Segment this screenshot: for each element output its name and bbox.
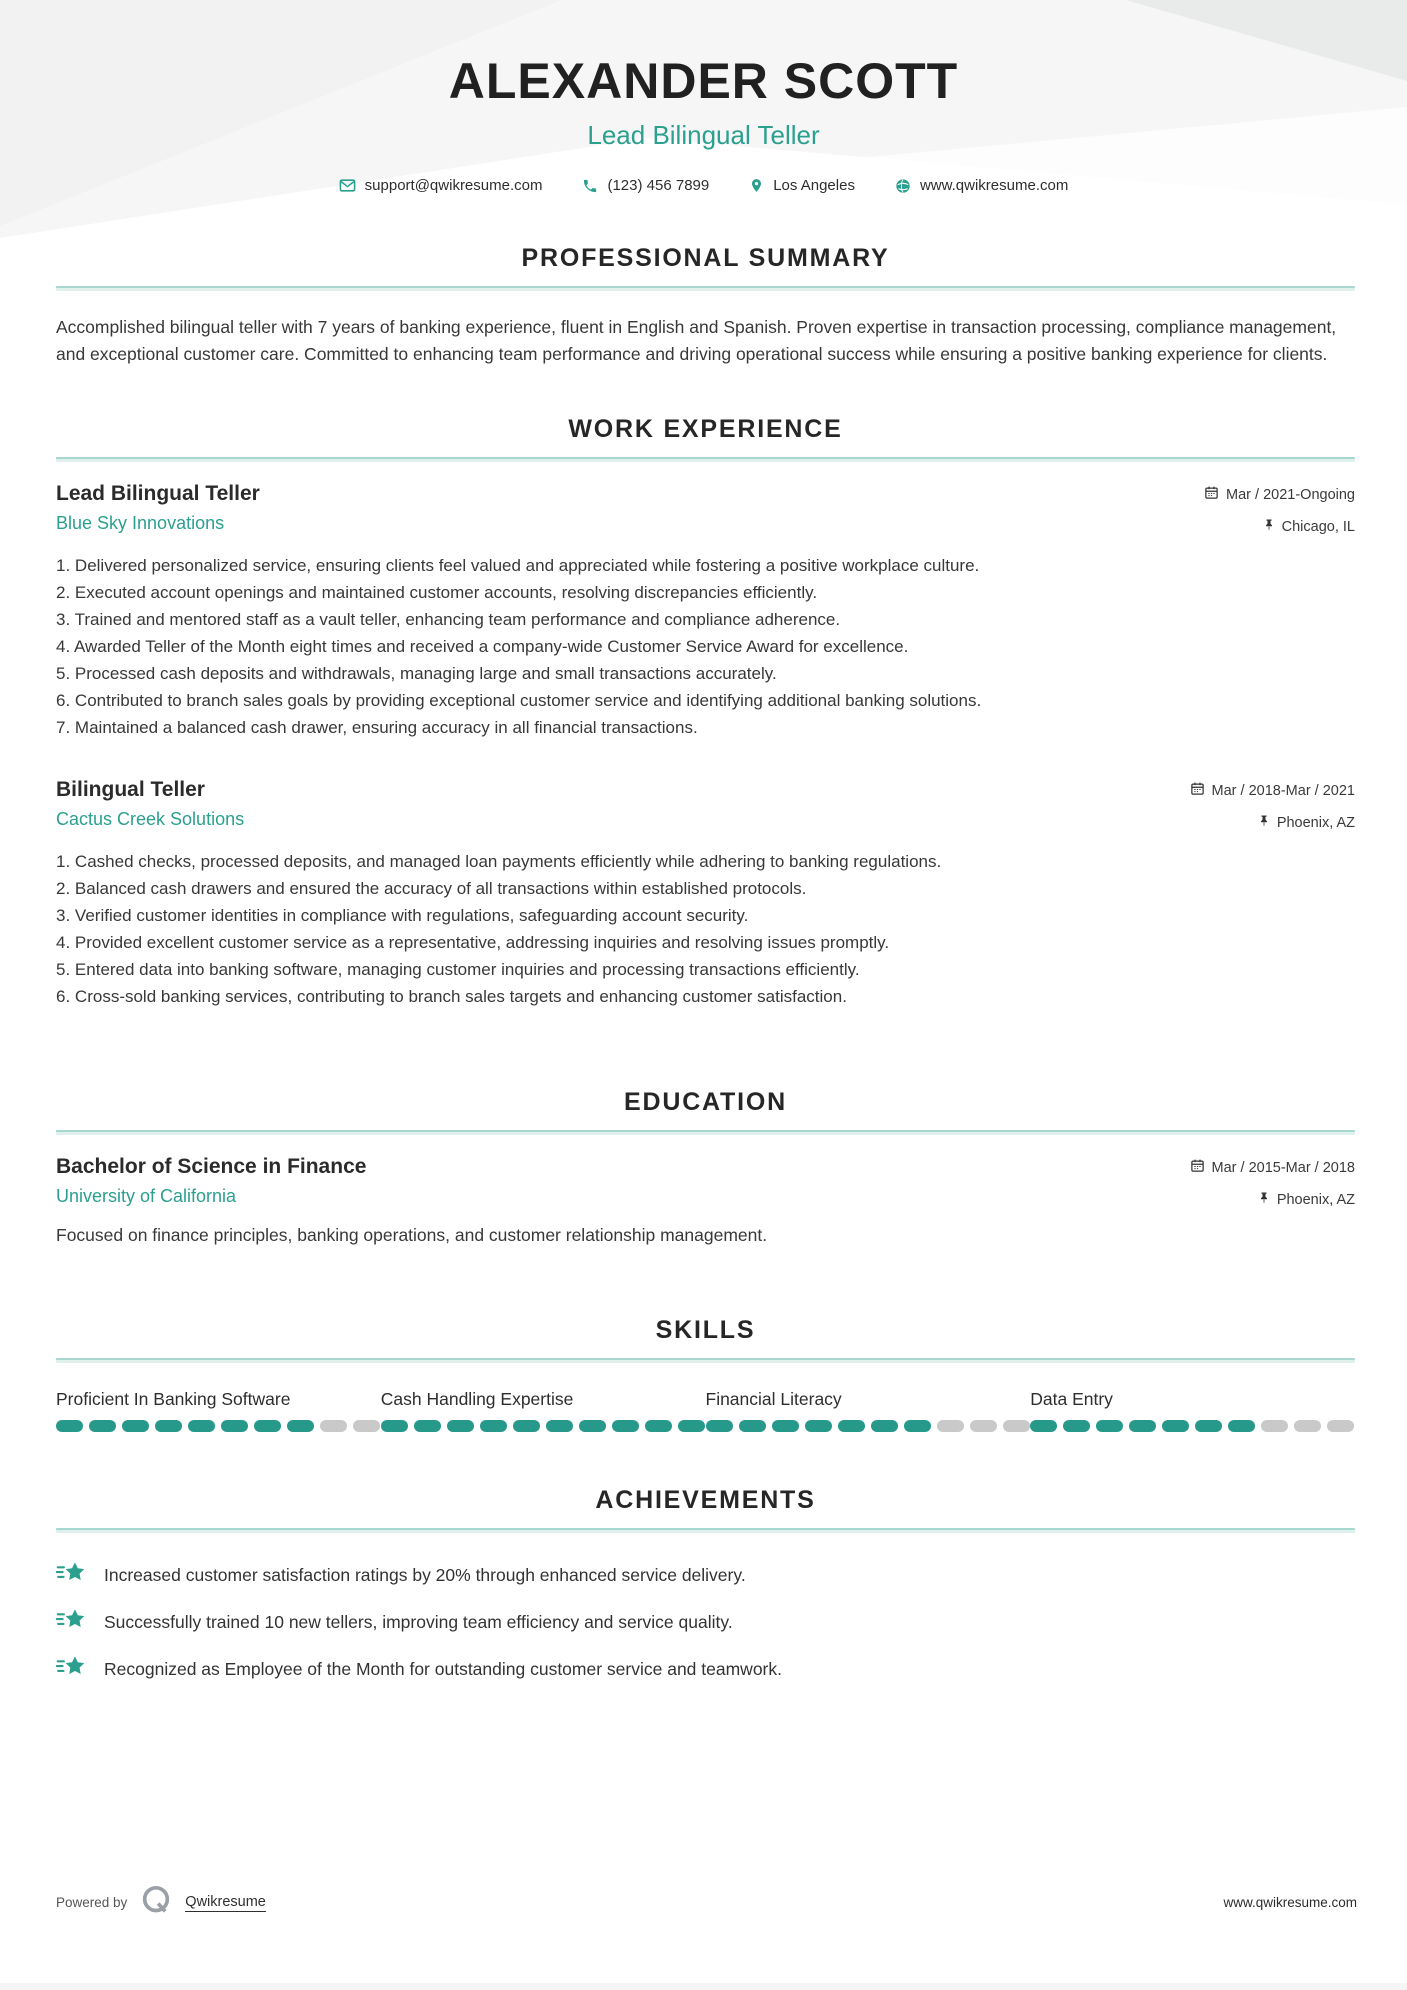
job-bullet: Executed account openings and maintained customer accounts, resolving discrepancies efficiently. [74, 583, 818, 602]
location-pin-icon [749, 177, 764, 194]
skill-level-bar [1030, 1420, 1355, 1432]
job-dates: Mar / 2021-Ongoing [1204, 485, 1355, 504]
job-company: Cactus Creek Solutions [56, 809, 245, 829]
job-bullet: Balanced cash drawers and ensured the accuracy of all transactions within established protocols. [74, 879, 807, 898]
education-dates: Mar / 2015-Mar / 2018 [1190, 1158, 1355, 1177]
powered-by-label: Powered by [56, 1895, 128, 1910]
calendar-icon [1190, 1158, 1205, 1177]
achievement-text: Successfully trained 10 new tellers, improving team efficiency and service quality. [104, 1612, 733, 1632]
achievement-star-icon [56, 1653, 86, 1686]
skill-level-bar [56, 1420, 381, 1432]
section-divider [56, 1358, 1355, 1363]
school-name: University of California [56, 1186, 237, 1206]
contact-website[interactable]: www.qwikresume.com [895, 177, 1068, 194]
job-bullet: Maintained a balanced cash drawer, ensuring accuracy in all financial transactions. [74, 718, 698, 737]
skill-level-bar [706, 1420, 1031, 1432]
achievements-heading: ACHIEVEMENTS [595, 1486, 816, 1514]
education-description: Focused on finance principles, banking operations, and customer relationship management. [56, 1225, 768, 1245]
achievement-text: Increased customer satisfaction ratings by 20% through enhanced service delivery. [104, 1565, 746, 1585]
page-footer [56, 1883, 1357, 1922]
calendar-icon [1204, 485, 1219, 504]
job-location: Phoenix, AZ [1190, 813, 1355, 832]
section-divider [56, 457, 1355, 462]
job-bullet: Delivered personalized service, ensuring clients feel valued and appreciated while fostering a positive workplace culture. [74, 556, 980, 575]
achievement-item [56, 1653, 1355, 1686]
job-location: Chicago, IL [1204, 517, 1355, 536]
job-title: Lead Bilingual Teller [56, 482, 260, 505]
job-entry-header [56, 482, 1355, 536]
phone-icon [582, 178, 598, 194]
education-location: Phoenix, AZ [1190, 1190, 1355, 1209]
job-title: Bilingual Teller [56, 778, 205, 801]
skill-item [56, 1389, 381, 1432]
pushpin-icon [1258, 813, 1270, 832]
job-dates: Mar / 2018-Mar / 2021 [1190, 781, 1355, 800]
achievement-text: Recognized as Employee of the Month for outstanding customer service and teamwork. [104, 1659, 782, 1679]
qwikresume-brand-link[interactable]: Qwikresume [185, 1893, 266, 1910]
skill-label: Financial Literacy [705, 1389, 842, 1409]
job-bullet: Cross-sold banking services, contributing to branch sales targets and enhancing customer satisfaction. [74, 987, 847, 1006]
job-bullet: Verified customer identities in compliance with regulations, safeguarding account security. [74, 906, 749, 925]
summary-heading: PROFESSIONAL SUMMARY [521, 244, 890, 272]
degree-title: Bachelor of Science in Finance [56, 1155, 367, 1178]
skill-label: Cash Handling Expertise [380, 1389, 574, 1409]
job-bullet-list [56, 552, 1355, 741]
qwikresume-logo-icon [139, 1883, 173, 1922]
achievement-item [56, 1606, 1355, 1639]
footer-site-link[interactable]: www.qwikresume.com [1223, 1895, 1357, 1910]
resume-header [0, 0, 1407, 194]
skill-label: Proficient In Banking Software [56, 1389, 291, 1409]
contact-email[interactable]: support@qwikresume.com [339, 177, 543, 194]
skill-item [706, 1389, 1031, 1432]
candidate-title: Lead Bilingual Teller [587, 120, 820, 150]
contact-phone[interactable]: (123) 456 7899 [582, 177, 709, 194]
contact-location[interactable]: Los Angeles [749, 177, 855, 194]
skill-label: Data Entry [1030, 1389, 1113, 1409]
job-bullet-list [56, 848, 1355, 1010]
candidate-name: ALEXANDER SCOTT [448, 53, 959, 109]
job-bullet: Contributed to branch sales goals by providing exceptional customer service and identifying additional banking solutions. [74, 691, 982, 710]
achievement-star-icon [56, 1559, 86, 1592]
job-bullet: Trained and mentored staff as a vault teller, enhancing team performance and compliance adherence. [74, 610, 841, 629]
job-bullet: Awarded Teller of the Month eight times and received a company-wide Customer Service Award for excellence. [73, 637, 909, 656]
achievements-list [56, 1559, 1355, 1686]
education-entry-header [56, 1155, 1355, 1209]
summary-text: Accomplished bilingual teller with 7 years of banking experience, fluent in English and Spanish. Proven expertise in transaction processing, compliance management, and exceptional customer care. Committed to enhancing team performance and driving operational success while ensuring a positive banking experience for clients. [56, 317, 1337, 364]
job-bullet: Provided excellent customer service as a representative, addressing inquiries and resolving issues promptly. [74, 933, 890, 952]
job-company: Blue Sky Innovations [56, 513, 225, 533]
skill-item [381, 1389, 706, 1432]
job-bullet: Processed cash deposits and withdrawals, managing large and small transactions accurately. [74, 664, 777, 683]
skill-item [1030, 1389, 1355, 1432]
section-divider [56, 286, 1355, 291]
work-heading: WORK EXPERIENCE [568, 415, 843, 443]
pushpin-icon [1258, 1190, 1270, 1209]
skills-grid [56, 1389, 1355, 1432]
education-heading: EDUCATION [624, 1088, 787, 1116]
section-divider [56, 1528, 1355, 1533]
bottom-strip [0, 1983, 1407, 1990]
contact-row [0, 177, 1407, 194]
job-bullet: Entered data into banking software, managing customer inquiries and processing transactions efficiently. [74, 960, 860, 979]
achievement-star-icon [56, 1606, 86, 1639]
skill-level-bar [381, 1420, 706, 1432]
mail-icon [339, 177, 356, 194]
job-bullet: Cashed checks, processed deposits, and managed loan payments efficiently while adhering to banking regulations. [74, 852, 942, 871]
achievement-item [56, 1559, 1355, 1592]
globe-icon [895, 178, 911, 194]
calendar-icon [1190, 781, 1205, 800]
job-entry-header [56, 778, 1355, 832]
skills-heading: SKILLS [655, 1316, 756, 1344]
pushpin-icon [1263, 517, 1275, 536]
section-divider [56, 1130, 1355, 1135]
